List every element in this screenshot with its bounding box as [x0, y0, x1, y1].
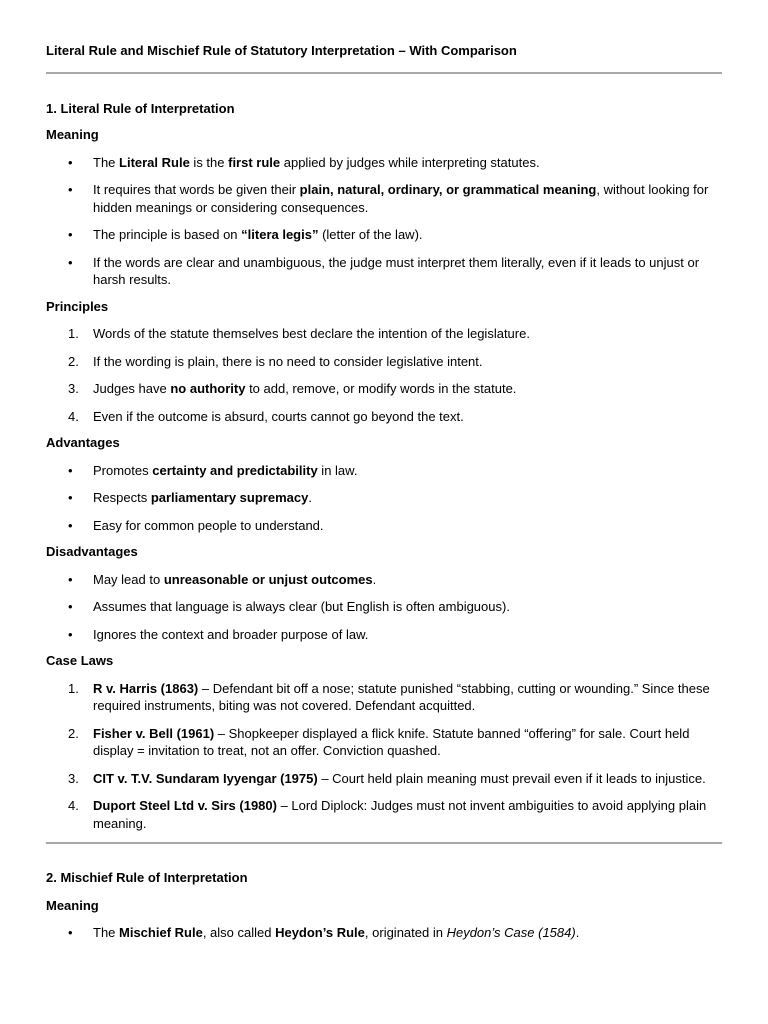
text-run: Ignores the context and broader purpose of law.: [93, 626, 369, 642]
list-item: [46, 353, 722, 371]
text-run: , originated in: [364, 925, 447, 940]
text-run: Duport Steel Ltd v. Sirs (1980): [93, 798, 277, 813]
disadvantages-list: [46, 571, 722, 644]
list-item: [46, 517, 722, 535]
text-run: Words of the statute themselves best declare the intention of the legislature.: [93, 326, 530, 341]
list-item: [46, 462, 722, 480]
list-item: [46, 226, 722, 244]
text-run: .: [575, 925, 580, 940]
text-run: Fisher v. Bell (1961): [93, 725, 215, 741]
text-run: CIT v. T.V. Sundaram Iyyengar (1975): [93, 770, 318, 786]
bullet-marker: •: [68, 154, 73, 170]
bullet-marker: •: [68, 925, 73, 940]
list-item: [46, 571, 722, 589]
text-run: parliamentary supremacy: [150, 490, 309, 505]
list-item: [46, 725, 722, 760]
text-run: – Shopkeeper displayed a flick knife. Statute banned “offering” for sale. Court held display = invitation to treat, not an offer. Conviction quashed.: [93, 725, 690, 758]
list-item: [46, 408, 722, 426]
text-run: The: [93, 925, 120, 940]
text-run: – Court held plain meaning must prevail even if it leads to injustice.: [317, 770, 706, 786]
text-run: is the: [189, 154, 229, 170]
divider: [46, 842, 722, 844]
section-2-title: 2. Mischief Rule of Interpretation: [46, 870, 248, 885]
bullet-marker: •: [68, 626, 73, 642]
text-run: .: [308, 490, 312, 505]
text-run: The principle is based on: [93, 227, 242, 242]
text-run: Even if the outcome is absurd, courts cannot go beyond the text.: [93, 408, 464, 424]
list-item: [46, 598, 722, 616]
text-run: Mischief Rule: [119, 925, 203, 940]
number-marker: 1.: [68, 680, 79, 696]
section-1-title: 1. Literal Rule of Interpretation: [46, 100, 235, 116]
text-run: Promotes: [93, 462, 153, 478]
bullet-marker: •: [68, 599, 73, 614]
number-marker: 3.: [68, 770, 79, 786]
text-run: Easy for common people to understand.: [93, 517, 324, 533]
number-marker: 2.: [68, 725, 79, 741]
text-run: .: [372, 571, 377, 587]
bullet-marker: •: [68, 571, 73, 587]
meaning-heading: Meaning: [46, 897, 99, 913]
text-run: The: [93, 154, 120, 170]
text-run: Assumes that language is always clear (but English is often ambiguous).: [93, 599, 510, 614]
text-run: , without looking for hidden meanings or considering consequences.: [93, 182, 709, 215]
list-item: [46, 489, 722, 507]
bullet-marker: •: [68, 517, 73, 533]
text-run: It requires that words be given their: [93, 182, 300, 197]
text-run: (letter of the law).: [318, 227, 423, 242]
document-title: Literal Rule and Mischief Rule of Statutory Interpretation – With Comparison: [46, 43, 517, 58]
meaning-list: [46, 154, 722, 289]
number-marker: 4.: [68, 798, 79, 813]
text-run: Heydon’s Case (1584): [446, 925, 576, 940]
number-marker: 4.: [68, 408, 79, 424]
list-item: [46, 680, 722, 715]
meaning-list: [46, 924, 722, 942]
advantages-list: [46, 462, 722, 535]
bullet-marker: •: [68, 254, 73, 270]
text-run: – Defendant bit off a nose; statute punished “stabbing, cutting or wounding.” Since these required instruments, biting was not covered. Defendant acquitted.: [93, 680, 710, 713]
text-run: plain, natural, ordinary, or grammatical meaning: [299, 182, 597, 197]
bullet-marker: •: [68, 462, 73, 478]
text-run: first rule: [228, 154, 281, 170]
text-run: If the wording is plain, there is no need to consider legislative intent.: [93, 353, 483, 369]
text-run: to add, remove, or modify words in the statute.: [245, 381, 517, 396]
list-item: [46, 770, 722, 788]
number-marker: 2.: [68, 353, 79, 369]
text-run: – Lord Diplock: Judges must not invent ambiguities to avoid applying plain meaning.: [93, 798, 707, 831]
list-item: [46, 924, 722, 942]
text-run: Heydon’s Rule: [275, 925, 365, 940]
list-item: [46, 325, 722, 343]
document-page: [46, 42, 722, 942]
number-marker: 1.: [68, 326, 79, 341]
case-laws-list: [46, 680, 722, 833]
meaning-heading: Meaning: [46, 127, 99, 142]
text-run: applied by judges while interpreting statutes.: [280, 154, 540, 170]
text-run: Literal Rule: [119, 154, 190, 170]
text-run: May lead to: [93, 571, 164, 587]
text-run: R v. Harris (1863): [93, 680, 199, 696]
text-run: Judges have: [93, 381, 171, 396]
text-run: no authority: [170, 381, 246, 396]
divider: [46, 72, 722, 74]
list-item: [46, 181, 722, 216]
disadvantages-heading: Disadvantages: [46, 544, 138, 559]
bullet-marker: •: [68, 490, 73, 505]
text-run: If the words are clear and unambiguous, the judge must interpret them literally, even if it leads to unjust or harsh results.: [93, 254, 700, 287]
text-run: Respects: [93, 490, 151, 505]
text-run: “litera legis”: [241, 227, 319, 242]
principles-list: [46, 325, 722, 425]
text-run: certainty and predictability: [152, 462, 318, 478]
text-run: in law.: [317, 462, 358, 478]
advantages-heading: Advantages: [46, 435, 120, 450]
case-laws-heading: Case Laws: [46, 653, 114, 668]
principles-heading: Principles: [46, 298, 109, 314]
list-item: [46, 380, 722, 398]
text-run: , also called: [202, 925, 276, 940]
bullet-marker: •: [68, 227, 73, 242]
number-marker: 3.: [68, 381, 79, 396]
list-item: [46, 797, 722, 832]
list-item: [46, 154, 722, 172]
bullet-marker: •: [68, 182, 73, 197]
list-item: [46, 254, 722, 289]
list-item: [46, 626, 722, 644]
text-run: unreasonable or unjust outcomes: [163, 571, 373, 587]
